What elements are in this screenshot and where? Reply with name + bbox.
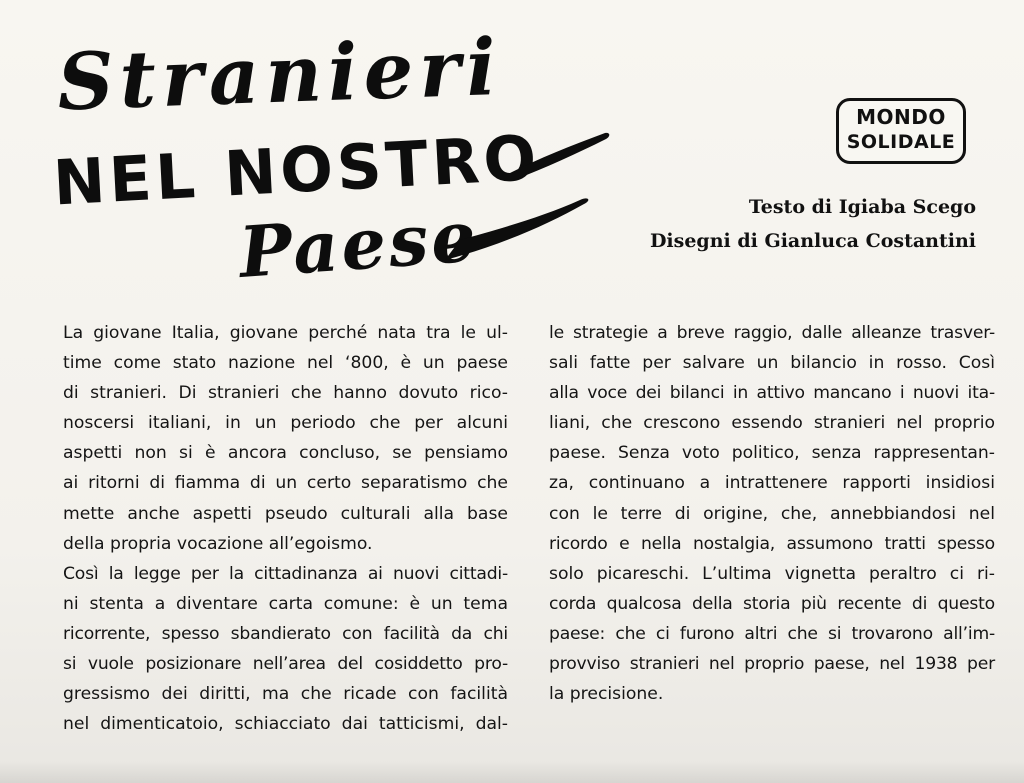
text-line: paese. Senza voto politico, senza rappresentan- (549, 443, 995, 464)
text-line: mette anche aspetti pseudo culturali alla base (63, 503, 508, 524)
text-line: liani, che crescono essendo stranieri nel proprio (549, 413, 995, 434)
text-line: ni stenta a diventare carta comune: è un tema (63, 593, 508, 614)
text-line: solo picareschi. L’ultima vignetta peraltro ci ri- (549, 563, 995, 584)
text-line: Così la legge per la cittadinanza ai nuovi cittadi- (63, 563, 508, 584)
article-credits (650, 190, 976, 258)
text-line: gressismo dei diritti, ma che ricade con facilità (63, 684, 508, 705)
text-line: nel dimenticatoio, schiacciato dai tatticismi, dal- (63, 714, 508, 735)
text-line: La giovane Italia, giovane perché nata tra le ul- (63, 323, 508, 343)
text-line: la precisione. (549, 684, 664, 705)
text-line: za, continuano a intrattenere rapporti insidiosi (549, 473, 995, 494)
text-line: le strategie a breve raggio, dalle alleanze trasver- (549, 323, 995, 343)
text-line: noscersi italiani, in un periodo che per alcuni (63, 413, 508, 434)
body-column-left (63, 318, 508, 739)
article-title (40, 8, 620, 298)
mondo-solidale-badge (836, 98, 966, 164)
text-line: ricordo e nella nostalgia, assumono tratti spesso (549, 533, 995, 554)
text-line: si vuole posizionare nell’area del cosiddetto pro- (63, 654, 508, 675)
text-line: time come stato nazione nel ‘800, è un paese (63, 353, 508, 374)
author-credit: Testo di Igiaba Scego (748, 196, 976, 218)
text-line: paese: che ci furono altri che si trovarono all’im- (549, 623, 995, 644)
text-line: alla voce dei bilanci in attivo mancano i nuovi ita- (549, 383, 995, 404)
text-line: di stranieri. Di stranieri che hanno dovuto rico- (63, 383, 508, 404)
title-line-2: NEL NOSTRO (51, 121, 542, 220)
body-column-right (549, 318, 995, 709)
title-line-3: Paese (236, 194, 482, 294)
badge-line-2: SOLIDALE (846, 131, 956, 153)
text-line: sali fatte per salvare un bilancio in rosso. Così (549, 353, 995, 374)
title-line-1: Stranieri (55, 21, 504, 129)
text-line: provviso stranieri nel proprio paese, nel 1938 per (549, 654, 995, 675)
text-line: della propria vocazione all’egoismo. (63, 533, 373, 554)
text-line: aspetti non si è ancora concluso, se pensiamo (63, 443, 508, 464)
text-line: corda qualcosa della storia più recente di questo (549, 593, 995, 614)
page-bottom-shadow (0, 761, 1024, 783)
text-line: ricorrente, spesso sbandierato con facilità da chi (63, 623, 508, 644)
text-line: con le terre di origine, che, annebbiandosi nel (549, 503, 995, 524)
handwritten-title-lettering (40, 8, 620, 298)
text-line: ai ritorni di fiamma di un certo separatismo che (63, 473, 508, 494)
illustrator-credit: Disegni di Gianluca Costantini (649, 230, 976, 252)
badge-line-1: MONDO (856, 105, 946, 129)
